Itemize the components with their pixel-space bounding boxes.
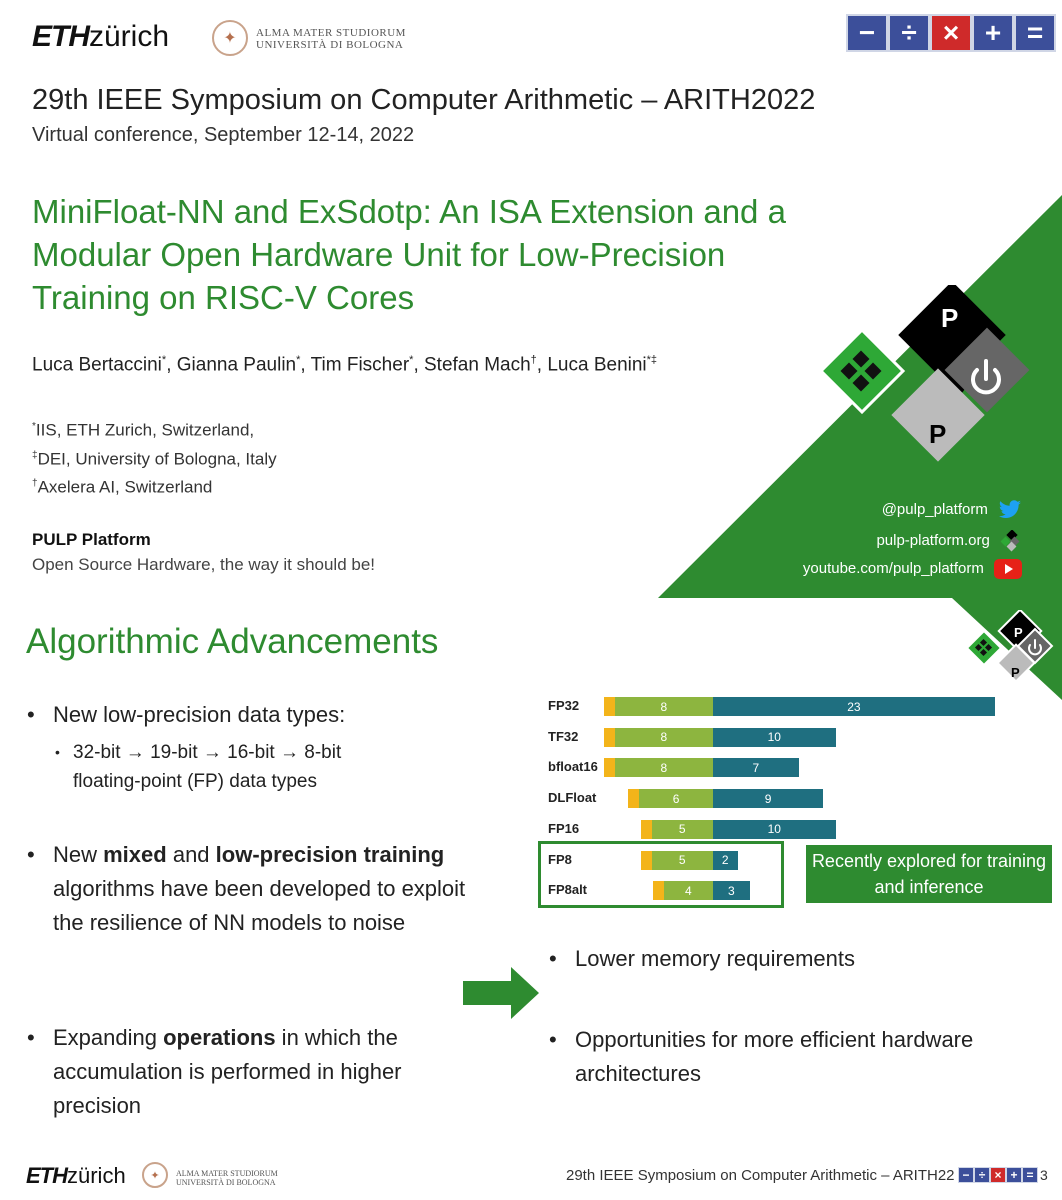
author: Tim Fischer [310, 354, 410, 376]
right-arrow-icon [463, 967, 541, 1019]
youtube-link[interactable]: youtube.com/pulp_platform [803, 559, 1022, 579]
pulp-platform-name: PULP Platform [32, 530, 151, 549]
youtube-icon [994, 559, 1022, 579]
mantissa-bits-bar: 3 [713, 881, 750, 900]
mantissa-bits-bar: 7 [713, 758, 799, 777]
recently-explored-callout: Recently explored for training and inference [806, 845, 1052, 903]
sign-bit-bar [641, 820, 652, 839]
mantissa-bits-bar: 10 [713, 728, 836, 747]
sign-bit-bar [604, 728, 615, 747]
mantissa-bits-bar: 9 [713, 789, 823, 808]
affiliation: ‡DEI, University of Bologna, Italy [32, 449, 277, 469]
bullet-memory: • Lower memory requirements [549, 946, 855, 971]
divide-icon: ÷ [974, 1167, 990, 1183]
divide-icon: ÷ [888, 14, 930, 52]
format-label: FP32 [548, 698, 580, 713]
multiply-icon: × [990, 1167, 1006, 1183]
minus-icon: − [958, 1167, 974, 1183]
plus-icon: + [972, 14, 1014, 52]
bullet-accumulation: • Expanding operations in which the accumulation is performed in higher precision [27, 1025, 402, 1118]
plus-icon: + [1006, 1167, 1022, 1183]
sub-bullet-bit-widths: • 32-bit → 19-bit → 16-bit → 8-bit floating-point (FP) data types [55, 742, 342, 792]
multiply-icon: × [930, 14, 972, 52]
sign-bit-bar [604, 758, 615, 777]
minus-icon: − [846, 14, 888, 52]
format-label: FP8alt [548, 882, 588, 898]
exponent-bits-bar: 6 [639, 789, 713, 808]
footer-unibo-text: ALMA MATER STUDIORUM UNIVERSITÀ DI BOLOGNA [176, 1169, 278, 1187]
exponent-bits-bar: 5 [652, 851, 714, 870]
pulp-puzzle-logo-small [965, 610, 1057, 690]
page-number: 3 [1040, 1167, 1048, 1183]
format-label: FP8 [548, 851, 572, 867]
mantissa-bits-bar: 23 [713, 697, 995, 716]
bullet-data-types: • New low-precision data types: [27, 702, 346, 727]
unibo-seal-icon: ✦ [212, 20, 248, 56]
mantissa-bits-bar: 10 [713, 820, 836, 839]
pulp-platform-motto: Open Source Hardware, the way it should be! [32, 555, 376, 574]
puzzle-piece-green [821, 330, 903, 412]
author-list: Luca Bertaccini*, Gianna Paulin*, Tim Fischer*, Stefan Mach†, Luca Benini*‡ [32, 354, 658, 376]
format-label: TF32 [548, 728, 579, 744]
format-label: bfloat16 [548, 759, 598, 775]
format-label: FP16 [548, 820, 580, 836]
format-label: DLFloat [548, 790, 597, 806]
conference-title: 29th IEEE Symposium on Computer Arithmetic – ARITH2022 [32, 84, 816, 116]
author: Luca Benini [547, 354, 647, 376]
pulp-mini-icon [1000, 530, 1022, 552]
equals-icon: = [1014, 14, 1056, 52]
eth-zurich-logo: ETHzürich [32, 20, 170, 53]
fp8-highlight-box [538, 841, 784, 908]
twitter-handle[interactable]: @pulp_platform [882, 500, 1022, 520]
equals-icon: = [1022, 1167, 1038, 1183]
affiliation: †Axelera AI, Switzerland [32, 477, 213, 497]
svg-text:P: P [1011, 665, 1020, 680]
sign-bit-bar [604, 697, 615, 716]
svg-text:P: P [1014, 625, 1023, 640]
twitter-icon [998, 500, 1022, 520]
exponent-bits-bar: 8 [615, 728, 713, 747]
paper-title: MiniFloat-NN and ExSdotp: An ISA Extension and a Modular Open Hardware Unit for Low-Precision Training on RISC-V Cores [32, 193, 786, 316]
conference-subtitle: Virtual conference, September 12-14, 2022 [32, 124, 415, 146]
pulp-puzzle-logo [815, 285, 1040, 480]
author: Luca Bertaccini [32, 354, 162, 376]
footer-arith-logo [958, 1167, 1038, 1183]
mantissa-bits-bar: 2 [713, 851, 738, 870]
exponent-bits-bar: 5 [652, 820, 714, 839]
affiliations [32, 414, 277, 500]
author: Stefan Mach [424, 354, 531, 376]
svg-text:P: P [941, 303, 959, 333]
footer-eth-logo: ETHzürich [26, 1163, 126, 1188]
exponent-bits-bar: 4 [664, 881, 713, 900]
affiliation: *IIS, ETH Zurich, Switzerland, [32, 420, 255, 440]
section-title: Algorithmic Advancements [26, 622, 439, 661]
footer-unibo-seal-icon: ✦ [142, 1162, 168, 1188]
arith-logo [846, 14, 1056, 52]
website-link[interactable]: pulp-platform.org [876, 530, 1022, 552]
bullet-hardware: • Opportunities for more efficient hardware architectures [549, 1027, 974, 1086]
unibo-logo-text: ALMA MATER STUDIORUM UNIVERSITÀ DI BOLOGNA [256, 27, 406, 51]
bullet-training-algorithms: • New mixed and low-precision training algorithms have been developed to exploit the resilience of NN models to noise [27, 842, 466, 935]
exponent-bits-bar: 8 [615, 758, 713, 777]
exponent-bits-bar: 8 [615, 697, 713, 716]
sign-bit-bar [628, 789, 639, 808]
footer-conference-title: 29th IEEE Symposium on Computer Arithmetic – ARITH22 [566, 1167, 955, 1184]
svg-text:P: P [929, 419, 947, 449]
author: Gianna Paulin [176, 354, 297, 376]
